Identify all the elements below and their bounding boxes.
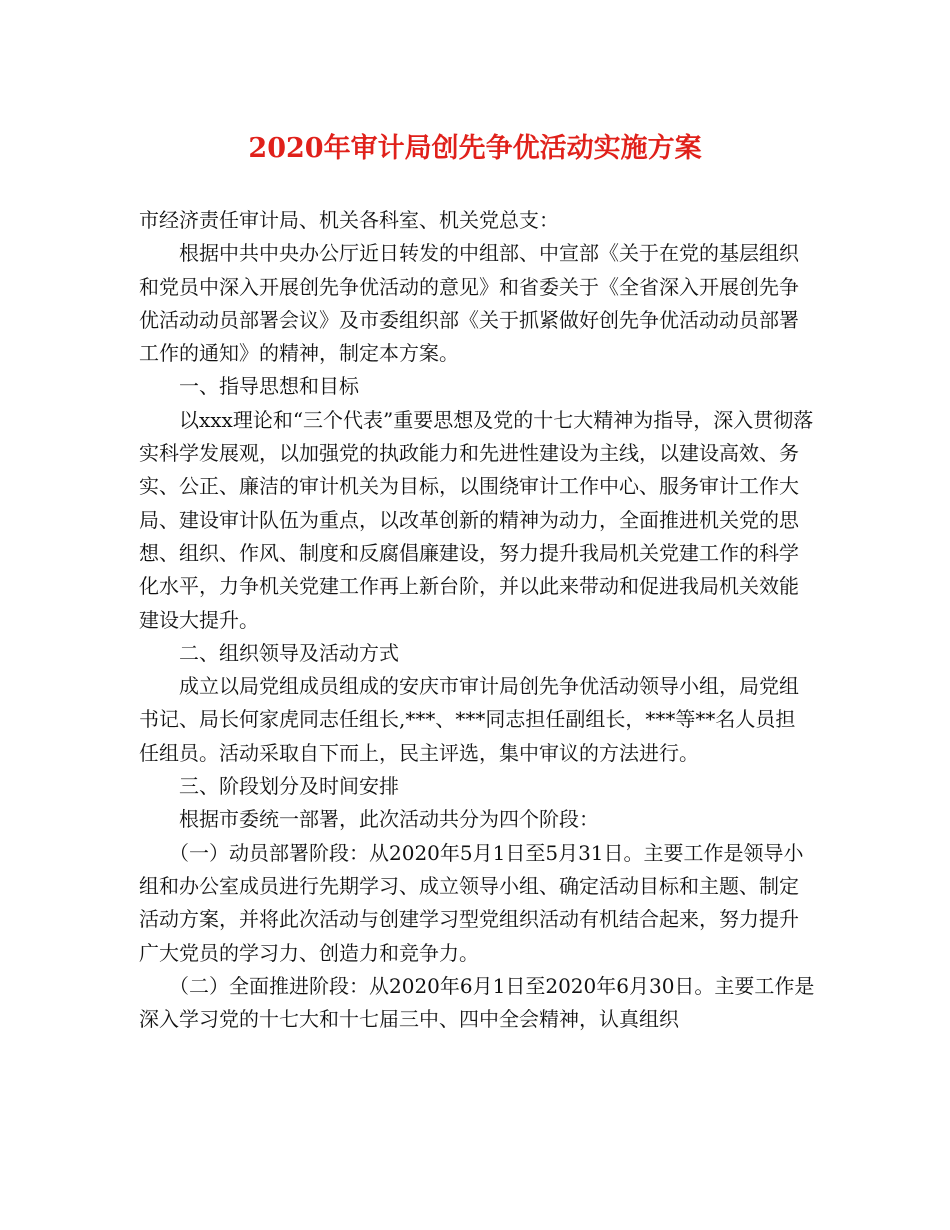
intro-paragraph: 根据中共中央办公厅近日转发的中组部、中宣部《关于在党的基层组织和党员中深入开展创先争优活动的意见》和省委关于《全省深入开展创先争优活动动员部署会议》及市委组织部《关于抓紧做好创先争优活动动员部署工作的通知》的精神，制定本方案。 bbox=[139, 241, 799, 366]
phases-intro-paragraph: 根据市委统一部署，此次活动共分为四个阶段： bbox=[179, 807, 599, 832]
guiding-ideology-paragraph: 以xxx理论和“三个代表”重要思想及党的十七大精神为指导，深入贯彻落实科学发展观，以加强党的执政能力和先进性建设为主线，以建设高效、务实、公正、廉洁的审计机关为目标，以围绕审计工作中心、服务审计工作大局、建设审计队伍为重点，以改革创新的精神为动力，全面推进机关党的思想、组织、作风、制度和反腐倡廉建设，努力提升我局机关党建工作的科学化水平，力争机关党建工作再上新台阶，并以此来带动和促进我局机关效能建设大提升。 bbox=[139, 407, 814, 632]
organization-paragraph: 成立以局党组成员组成的安庆市审计局创先争优活动领导小组，局党组书记、局长何家虎同志任组长,***、***同志担任副组长，***等**名人员担任组员。活动采取自下而上，民主评选，集中审议的方法进行。 bbox=[139, 674, 799, 765]
section-heading-3: 三、阶段划分及时间安排 bbox=[179, 774, 399, 799]
section-heading-1: 一、指导思想和目标 bbox=[179, 374, 359, 399]
section-heading-2: 二、组织领导及活动方式 bbox=[179, 640, 399, 665]
phase-2-paragraph: （二）全面推进阶段：从2020年6月1日至2020年6月30日。主要工作是深入学习党的十七大和十七届三中、四中全会精神，认真组织 bbox=[139, 973, 815, 1032]
phase-1-paragraph: （一）动员部署阶段：从2020年5月1日至5月31日。主要工作是领导小组和办公室成员进行先期学习、成立领导小组、确定活动目标和主题、制定活动方案，并将此次活动与创建学习型党组织活动有机结合起来，努力提升广大党员的学习力、创造力和竞争力。 bbox=[139, 840, 804, 965]
salutation-paragraph: 市经济责任审计局、机关各科室、机关党总支： bbox=[139, 208, 559, 232]
document-body bbox=[139, 204, 815, 1036]
document-title: 2020年审计局创先争优活动实施方案 bbox=[248, 133, 702, 164]
